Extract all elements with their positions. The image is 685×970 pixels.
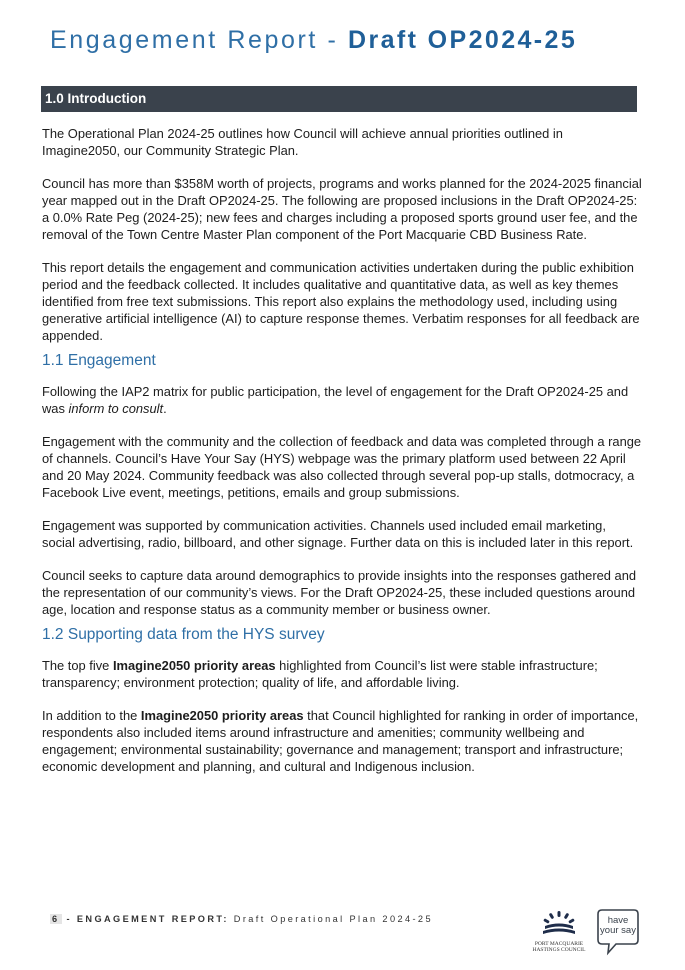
page-footer [50, 914, 433, 924]
document-body [42, 125, 642, 791]
supporting-p2-end: that Council highlighted for ranking in order of importance, respondents also included items around infrastructure and amenities; community wellbeing and engagement; environmental sustainability; governance and management; transport and infrastructure; economic development and planning, and cultural and Indigenous inclusion. [42, 708, 639, 774]
port-macquarie-council-logo [530, 910, 588, 958]
supporting-paragraph-1 [42, 657, 642, 691]
footer-dash: - [61, 914, 77, 924]
supporting-p1-end: highlighted from Council’s list were stable infrastructure; transparency; environment protection; quality of life, and affordable living. [42, 658, 598, 690]
engagement-paragraph-1 [42, 383, 642, 417]
hys-logo-line-1: have [607, 915, 629, 926]
engagement-paragraph-2: Engagement with the community and the collection of feedback and data was completed through a range of channels. Council’s Have Your Say (HYS) webpage was the primary platform used between 22 April and 20 May 2024. Community feedback was also collected through several pop-up stalls, dotmocracy, a Facebook Live event, meetings, petitions, emails and group submissions. [42, 434, 642, 500]
section-heading-bar: 1.0 Introduction [41, 86, 637, 112]
intro-paragraph-1: The Operational Plan 2024-25 outlines how Council will achieve annual priorities outlined in Imagine2050, our Community Strategic Plan. [42, 126, 563, 158]
page-title [50, 26, 577, 55]
council-logo-line-1: PORT MACQUARIE [534, 941, 584, 947]
engagement-paragraph-3: Engagement was supported by communication activities. Channels used included email marketing, social advertising, radio, billboard, and other signage. Further data on this is included later in this report. [42, 518, 634, 550]
hys-logo-text [600, 916, 636, 936]
engagement-heading: 1.1 Engagement [42, 352, 156, 369]
engagement-p1-text: Following the IAP2 matrix for public participation, the level of engagement for the Draft OP2024-25 and was [42, 384, 629, 416]
supporting-data-heading: 1.2 Supporting data from the HYS survey [42, 626, 325, 643]
supporting-paragraph-2 [42, 707, 642, 775]
title-prefix: Engagement Report - [50, 26, 348, 54]
council-logo-line-2: HASTINGS COUNCIL [532, 947, 586, 953]
supporting-p2-text: In addition to the [42, 708, 141, 723]
title-draft: Draft OP2024-25 [347, 26, 578, 54]
engagement-paragraph-4: Council seeks to capture data around demographics to provide insights into the responses gathered and the representation of our community’s views. For the Draft OP2024-25, these included questions around age, location and response status as a community member or business owner. [42, 568, 637, 617]
council-emblem-icon [539, 910, 579, 936]
page-number: 6 [52, 914, 60, 924]
hys-logo-line-2: your say [600, 925, 636, 936]
have-your-say-logo [596, 908, 640, 956]
intro-paragraph-2: Council has more than $358M worth of projects, programs and works planned for the 2024-2025 financial year mapped out in the Draft OP2024-25. The following are proposed inclusions in the Draft OP2024-25: a 0.0% Rate Peg (2024-25); new fees and charges including a proposed sports ground user fee, and the removal of the Town Centre Master Plan component of the Port Macquarie CBD Business Rate. [42, 176, 642, 242]
engagement-p1-emphasis: inform to consult [68, 401, 164, 416]
footer-doc-title: Draft Operational Plan 2024-25 [228, 914, 433, 924]
supporting-p2-bold: Imagine2050 priority areas [140, 708, 304, 723]
engagement-p1-end: . [163, 401, 167, 416]
footer-report-label: ENGAGEMENT REPORT: [76, 914, 229, 924]
supporting-p1-bold: Imagine2050 priority areas [112, 658, 276, 673]
intro-paragraph-3: This report details the engagement and communication activities undertaken during the public exhibition period and the feedback collected. It includes qualitative and quantitative data, as well as key themes identified from free text submissions. This report also explains the methodology used, including using generative artificial intelligence (AI) to capture response themes. Verbatim responses for all feedback are appended. [42, 260, 640, 343]
supporting-p1-text: The top five [42, 658, 113, 673]
